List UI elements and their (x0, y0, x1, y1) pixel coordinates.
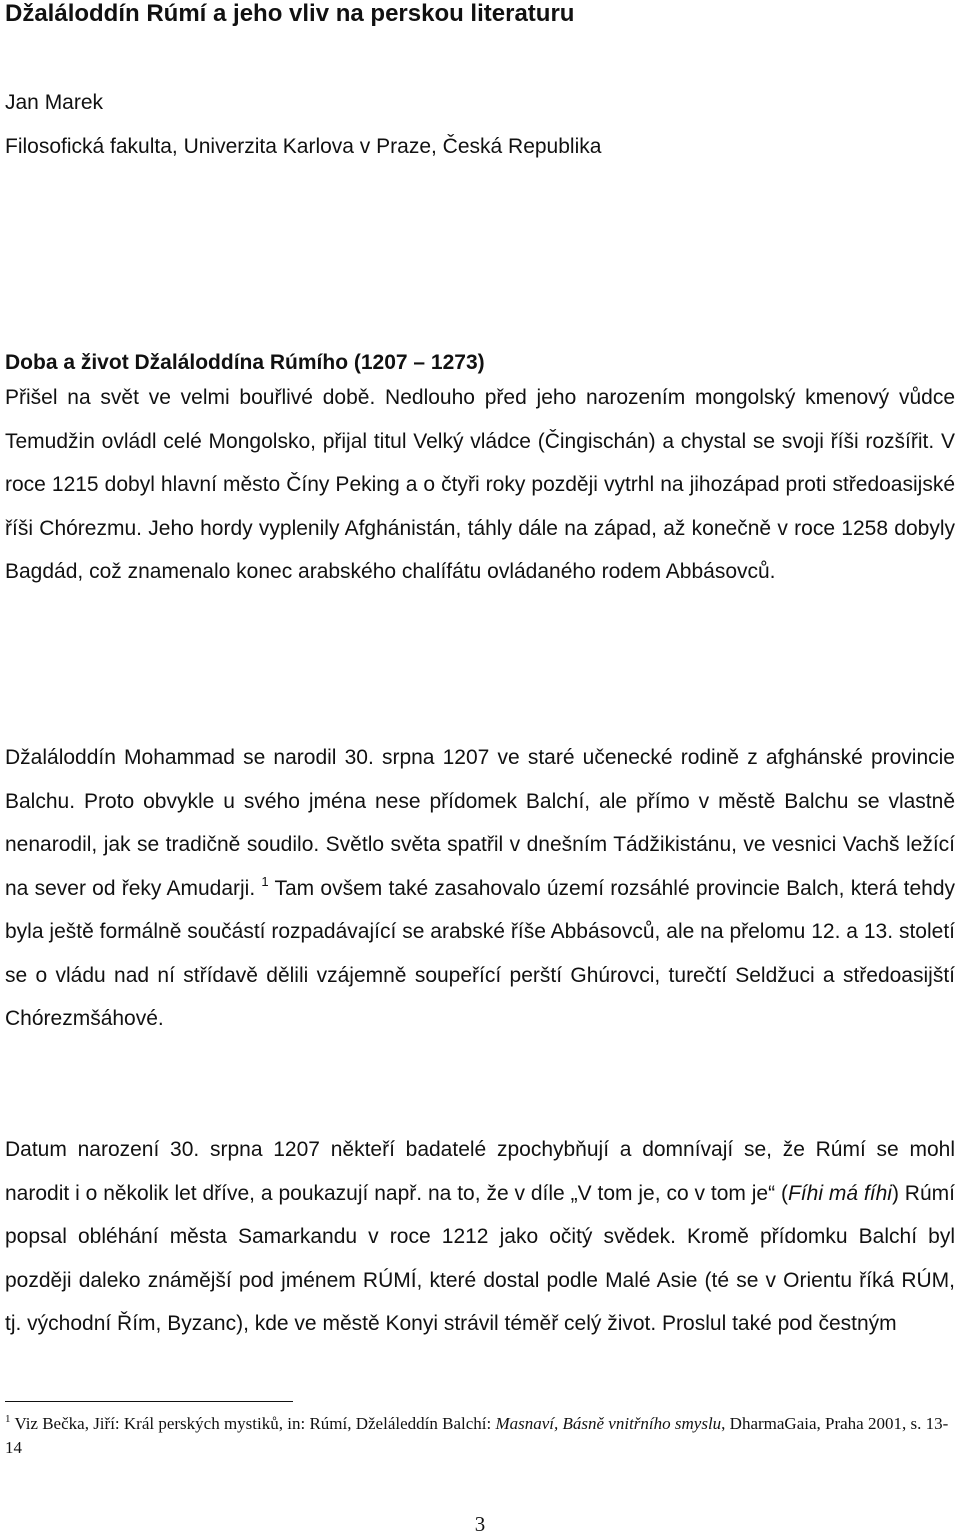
footnote-separator (5, 1401, 293, 1402)
footnote (5, 1412, 955, 1460)
paragraph-birth-date (5, 1128, 955, 1346)
work-title-italic: Fíhi má fíhi (787, 1181, 892, 1205)
footnote-number: 1 (5, 1413, 11, 1425)
paragraph-birth-date-text-2: ) Rúmí popsal obléhání města Samarkandu v roce 1212 jako očitý svědek. Kromě přídomku Balchí byl později daleko známější pod jménem RÚMÍ, které dostal podle Malé Asie (té se v Orientu říká RÚM, tj. východní Řím, Byzanc), kde ve městě Konyi strávil téměř celý život. Proslul také pod čestným (5, 1181, 955, 1335)
paragraph-birth-text-1: Džaláloddín Mohammad se narodil 30. srpna 1207 ve staré učenecké rodině z afghánské provincie Balchu. Proto obvykle u svého jména nese přídomek Balchí, ale přímo v městě Balchu se vlastně nenarodil, jak se tradičně soudilo. Světlo světa spatřil v dnešním Tádžikistánu, ve vesnici Vachš ležící na sever od řeky Amudarji. (5, 746, 955, 900)
section-heading: Doba a život Džaláloddína Rúmího (1207 – 1273) (5, 351, 485, 374)
footnote-text-1: Viz Bečka, Jiří: Král perských mystiků, in: Rúmí, Dželáleddín Balchí: (10, 1414, 496, 1433)
paragraph-historical-context: Přišel na svět ve velmi bouřlivé době. Nedlouho před jeho narozením mongolský kmenový vůdce Temudžin ovládl celé Mongolsko, přijal titul Velký vládce (Čingischán) a chystal se svoji říši rozšířit. V roce 1215 dobyl hlavní město Číny Peking a o čtyři roky později vytrhl na jihozápad proti středoasijské říši Chórezmu. Jeho hordy vyplenily Afghánistán, táhly dále na západ, až konečně v roce 1258 dobyly Bagdád, což znamenalo konec arabského chalífátu ovládaného rodem Abbásovců. (5, 386, 955, 583)
footnote-reference[interactable]: 1 (261, 873, 269, 889)
footnote-text-2: , DharmaGaia, Praha 2001, s. 13-14 (5, 1414, 949, 1457)
paragraph-birth-text-2: Tam ovšem také zasahovalo území rozsáhlé provincie Balch, která tehdy byla ještě formálně součástí rozpadávající se arabské říše Abbásovců, ale na přelomu 12. a 13. století se o vládu nad ní střídavě dělili vzájemně soupeřící perští Ghúrovci, turečtí Seldžuci a středoasijští Chórezmšáhové. (5, 876, 956, 1030)
author-name: Jan Marek (5, 91, 104, 114)
paragraph-birth-date-text-1: Datum narození 30. srpna 1207 někteří badatelé zpochybňují a domnívají se, že Rúmí se mohl narodit i o několik let dříve, a poukazují např. na to, že v díle „V tom je, co v tom je“ ( (5, 1138, 955, 1205)
author-affiliation: Filosofická fakulta, Univerzita Karlova v Praze, Česká Republika (5, 135, 602, 158)
paragraph-birth (5, 736, 955, 1041)
footnote-italic-title: Masnaví, Básně vnitřního smyslu (495, 1414, 722, 1433)
document-title: Džaláloddín Rúmí a jeho vliv na perskou literaturu (5, 0, 575, 27)
page-number: 3 (474, 1512, 486, 1536)
